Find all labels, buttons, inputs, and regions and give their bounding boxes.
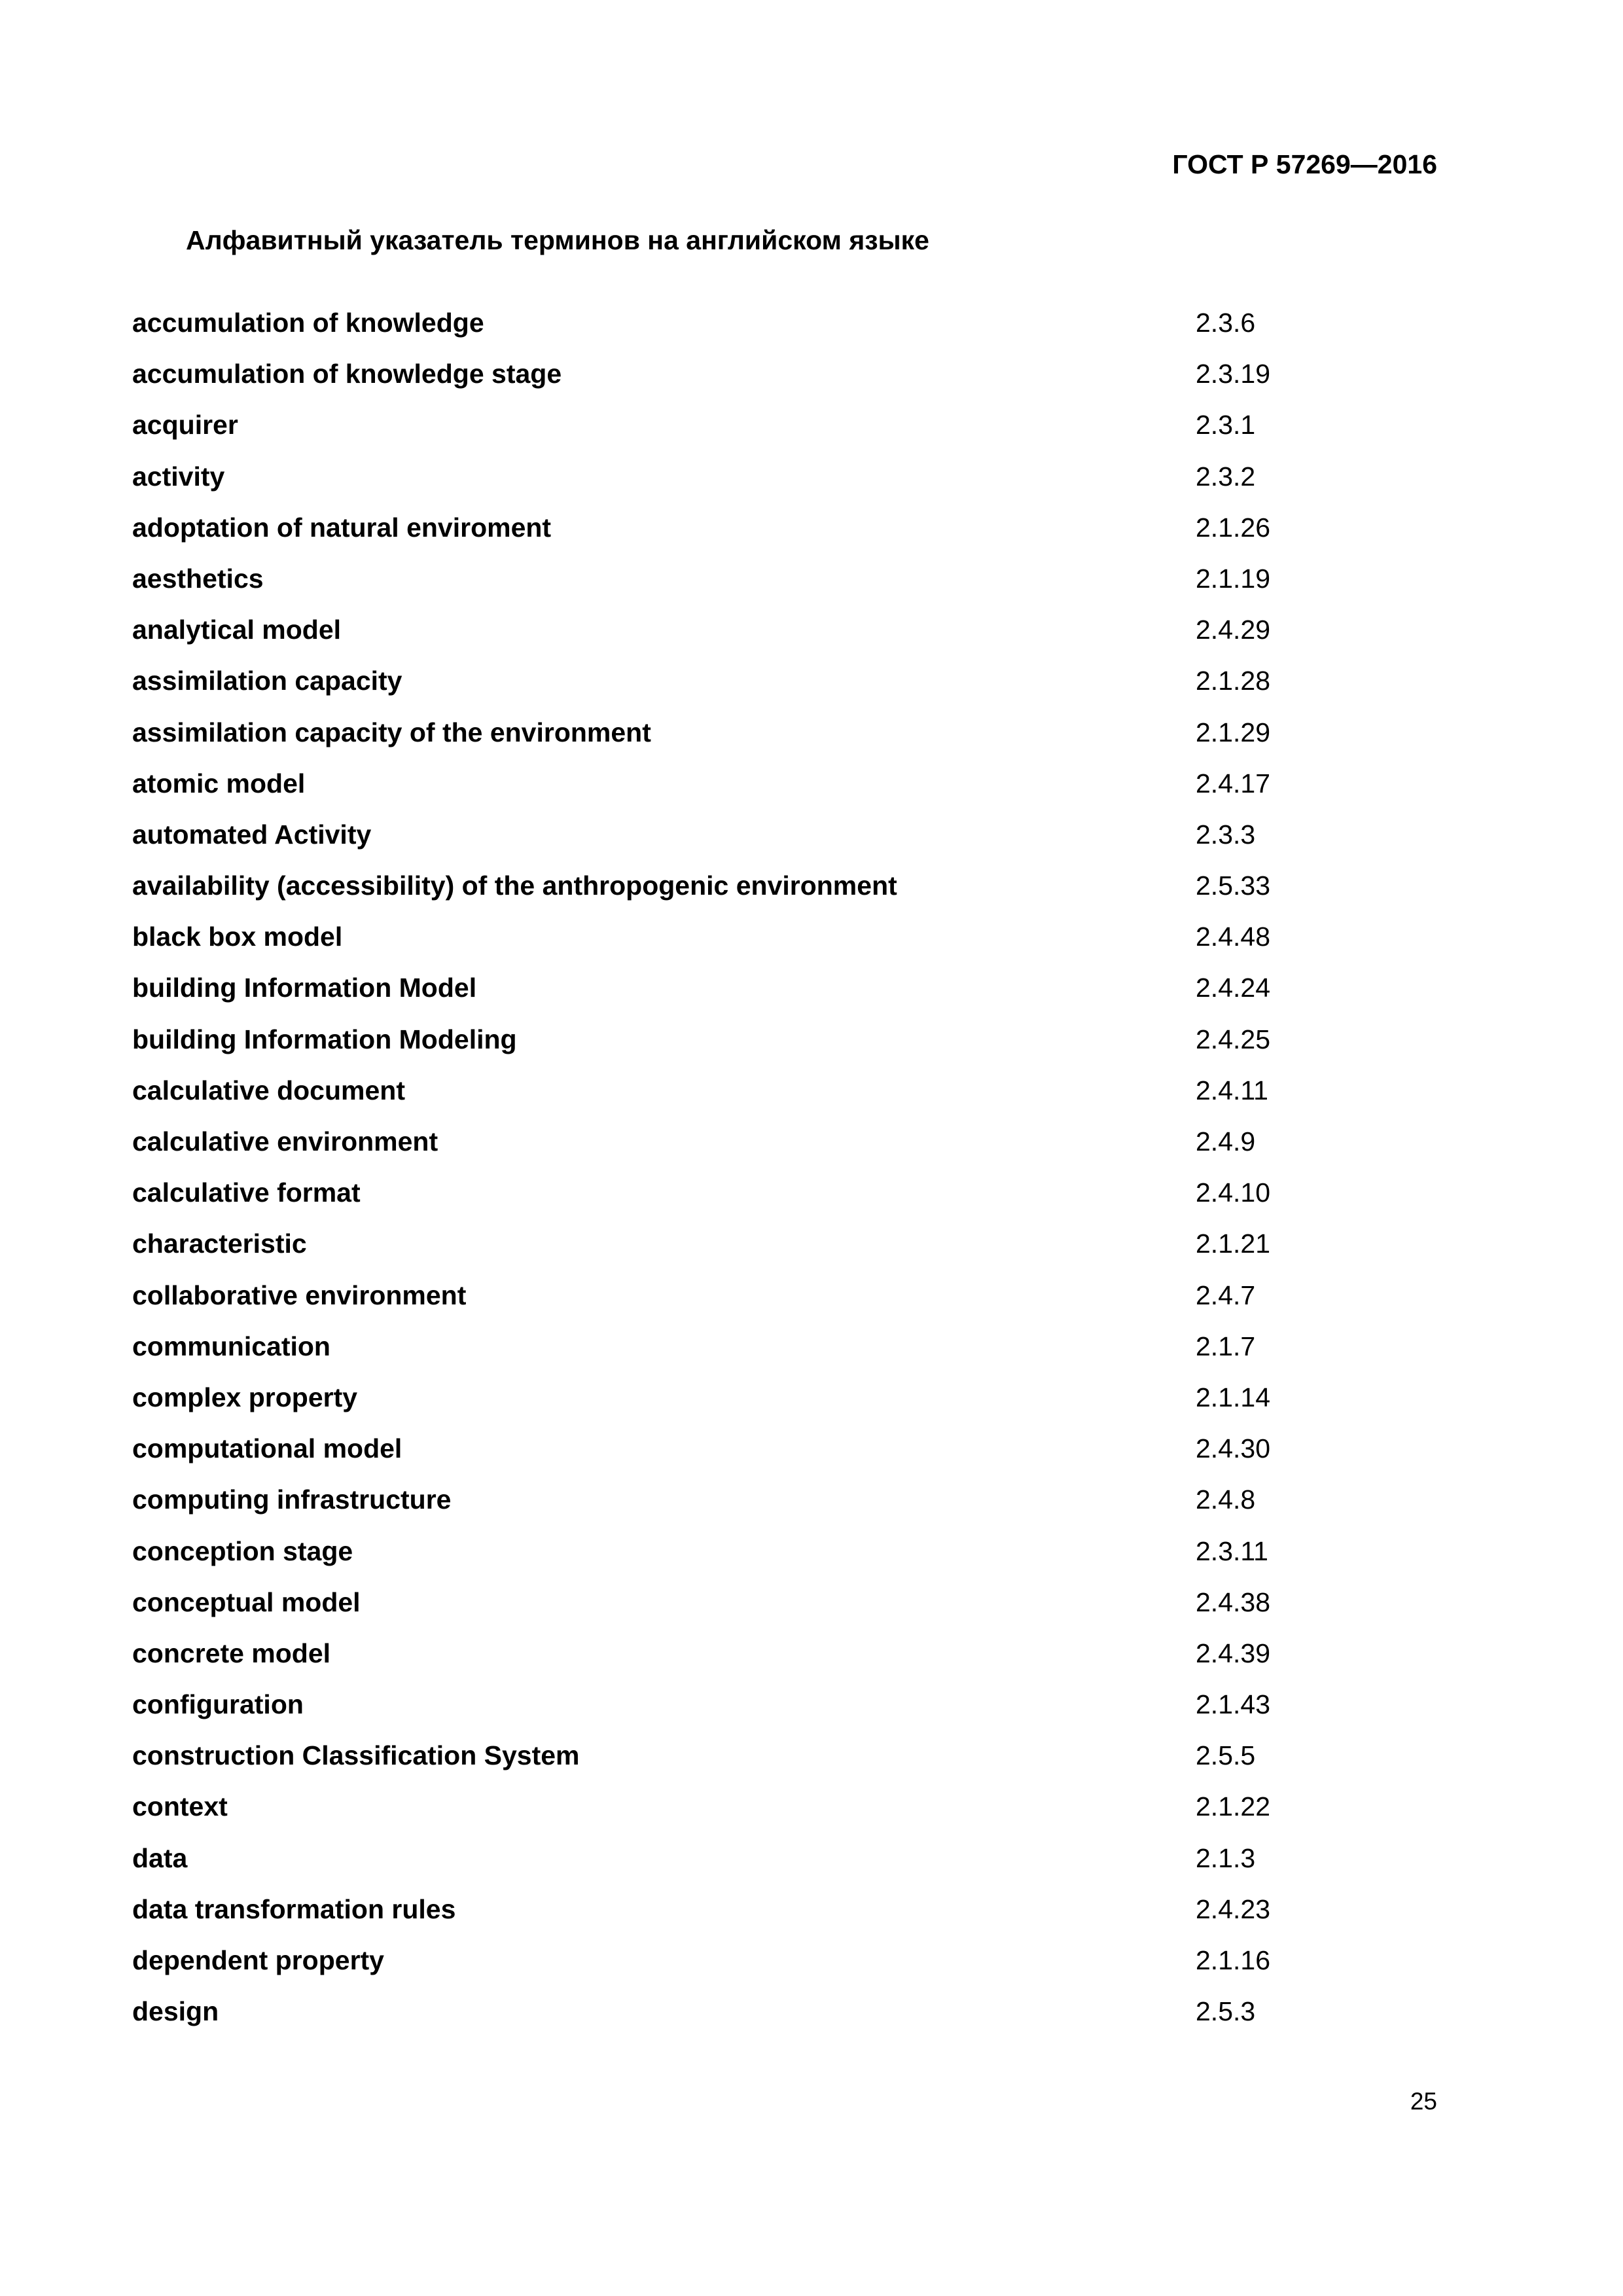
index-reference: 2.4.10 <box>1196 1177 1270 1208</box>
index-entry <box>132 1586 1441 1637</box>
index-reference: 2.3.2 <box>1196 461 1256 492</box>
index-term: accumulation of knowledge <box>132 308 484 338</box>
document-code-header: ГОСТ Р 57269—2016 <box>1172 149 1437 179</box>
term-index-list <box>132 306 1441 2046</box>
index-reference: 2.1.19 <box>1196 563 1270 594</box>
index-term: building Information Modeling <box>132 1024 517 1054</box>
index-entry <box>132 1381 1441 1432</box>
index-term: data <box>132 1842 188 1873</box>
index-term: building Information Model <box>132 973 477 1003</box>
index-reference: 2.1.7 <box>1196 1331 1256 1361</box>
index-term: dependent property <box>132 1945 384 1975</box>
index-reference: 2.5.5 <box>1196 1740 1256 1771</box>
index-entry <box>132 1535 1441 1586</box>
index-entry <box>132 1483 1441 1534</box>
index-term: assimilation capacity of the environment <box>132 717 651 747</box>
index-reference: 2.3.11 <box>1196 1535 1268 1566</box>
index-reference: 2.4.30 <box>1196 1433 1270 1464</box>
index-reference: 2.1.22 <box>1196 1791 1270 1822</box>
index-term: atomic model <box>132 768 306 798</box>
index-reference: 2.3.19 <box>1196 359 1270 389</box>
index-term: concrete model <box>132 1638 331 1668</box>
index-reference: 2.1.21 <box>1196 1229 1270 1259</box>
index-term: conception stage <box>132 1535 353 1566</box>
index-reference: 2.1.16 <box>1196 1945 1270 1975</box>
index-entry <box>132 1995 1441 2046</box>
index-entry <box>132 1176 1441 1227</box>
index-entry <box>132 1330 1441 1381</box>
index-term: availability (accessibility) of the anthropogenic environment <box>132 870 897 901</box>
index-reference: 2.4.9 <box>1196 1126 1256 1157</box>
index-reference: 2.4.7 <box>1196 1280 1256 1310</box>
index-term: data transformation rules <box>132 1893 456 1924</box>
index-reference: 2.5.33 <box>1196 870 1270 901</box>
index-term: calculative format <box>132 1177 361 1208</box>
index-term: computing infrastructure <box>132 1484 452 1515</box>
index-term: analytical model <box>132 615 342 645</box>
index-term: construction Classification System <box>132 1740 580 1771</box>
index-reference: 2.4.39 <box>1196 1638 1270 1668</box>
index-entry <box>132 408 1441 459</box>
index-entry <box>132 1432 1441 1483</box>
index-term: assimilation capacity <box>132 666 402 696</box>
index-reference: 2.1.29 <box>1196 717 1270 747</box>
index-term: context <box>132 1791 228 1822</box>
index-term: automated Activity <box>132 819 372 850</box>
index-term: activity <box>132 461 225 492</box>
index-entry <box>132 511 1441 562</box>
index-term: calculative environment <box>132 1126 438 1157</box>
index-term: design <box>132 1996 219 2027</box>
index-entry <box>132 716 1441 767</box>
index-entry <box>132 460 1441 511</box>
index-reference: 2.3.3 <box>1196 819 1256 850</box>
index-entry <box>132 920 1441 971</box>
index-entry <box>132 306 1441 357</box>
index-entry <box>132 1944 1441 1995</box>
index-term: computational model <box>132 1433 402 1464</box>
index-entry <box>132 562 1441 613</box>
index-reference: 2.4.17 <box>1196 768 1270 798</box>
index-term: adoptation of natural enviroment <box>132 512 552 543</box>
index-term: calculative document <box>132 1075 405 1105</box>
index-term: aesthetics <box>132 563 264 594</box>
index-entry <box>132 1074 1441 1125</box>
index-entry <box>132 357 1441 408</box>
index-entry <box>132 971 1441 1022</box>
index-reference: 2.4.29 <box>1196 615 1270 645</box>
index-reference: 2.3.1 <box>1196 410 1256 440</box>
index-entry <box>132 613 1441 664</box>
index-term: collaborative environment <box>132 1280 467 1310</box>
index-entry <box>132 1023 1441 1074</box>
index-term: complex property <box>132 1382 358 1412</box>
index-entry <box>132 818 1441 869</box>
index-entry <box>132 1688 1441 1739</box>
index-title: Алфавитный указатель терминов на английском языке <box>186 225 929 255</box>
index-term: black box model <box>132 922 343 952</box>
index-reference: 2.1.26 <box>1196 512 1270 543</box>
index-term: accumulation of knowledge stage <box>132 359 562 389</box>
index-term: configuration <box>132 1689 304 1720</box>
index-reference: 2.4.11 <box>1196 1075 1268 1105</box>
index-entry <box>132 1893 1441 1944</box>
index-entry <box>132 1739 1441 1790</box>
index-reference: 2.4.48 <box>1196 922 1270 952</box>
index-entry <box>132 664 1441 715</box>
index-entry <box>132 1842 1441 1893</box>
index-reference: 2.1.3 <box>1196 1842 1256 1873</box>
index-term: characteristic <box>132 1229 307 1259</box>
index-entry <box>132 1227 1441 1278</box>
index-entry <box>132 1637 1441 1688</box>
index-reference: 2.5.3 <box>1196 1996 1256 2027</box>
page-number: 25 <box>1410 2088 1437 2115</box>
index-entry <box>132 869 1441 920</box>
index-reference: 2.4.8 <box>1196 1484 1256 1515</box>
index-reference: 2.4.23 <box>1196 1893 1270 1924</box>
index-term: acquirer <box>132 410 238 440</box>
index-entry <box>132 1279 1441 1330</box>
index-term: communication <box>132 1331 330 1361</box>
index-reference: 2.1.43 <box>1196 1689 1270 1720</box>
index-term: conceptual model <box>132 1587 361 1617</box>
index-reference: 2.4.38 <box>1196 1587 1270 1617</box>
index-entry <box>132 767 1441 818</box>
index-reference: 2.1.14 <box>1196 1382 1270 1412</box>
index-reference: 2.4.24 <box>1196 973 1270 1003</box>
index-reference: 2.1.28 <box>1196 666 1270 696</box>
index-entry <box>132 1790 1441 1841</box>
index-reference: 2.4.25 <box>1196 1024 1270 1054</box>
index-reference: 2.3.6 <box>1196 308 1256 338</box>
index-entry <box>132 1125 1441 1176</box>
